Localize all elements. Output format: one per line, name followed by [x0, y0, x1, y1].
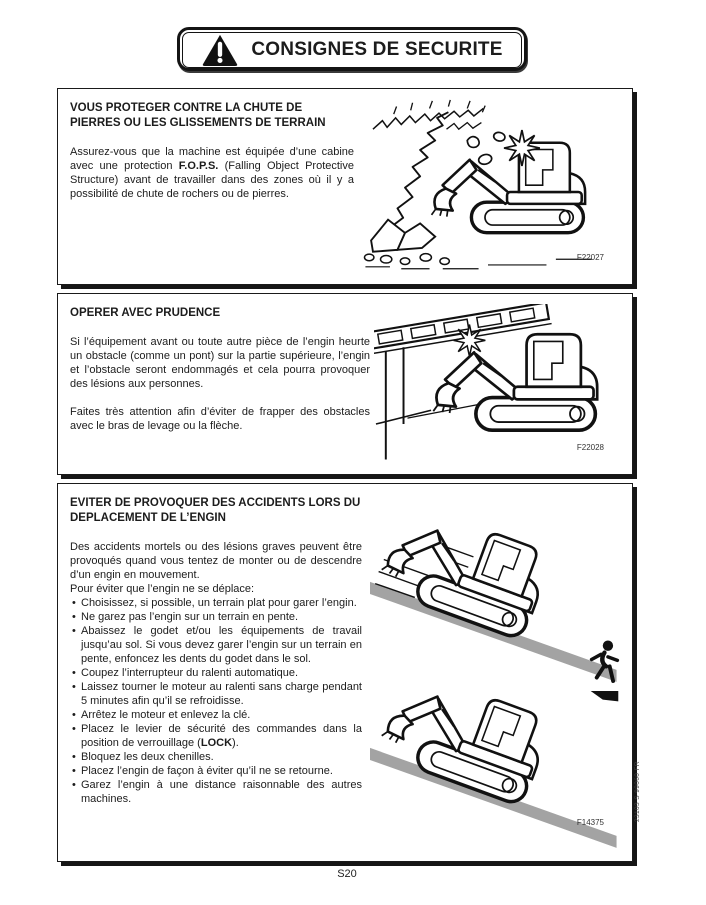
figure-label: F14375	[576, 818, 604, 827]
section-title: OPERER AVEC PRUDENCE	[70, 307, 221, 319]
excavator-cliff-illustration	[356, 99, 620, 271]
list-item: • Placez le levier de sécurité des commandes dans la position de verrouillage (LOCK).	[70, 722, 362, 750]
section-falling-rocks	[57, 88, 633, 285]
section-paragraph: Assurez-vous que la machine est équipée d’une cabine avec une protection F.O.P.S. (Falling Object Protective Structure) avant de travailler dans des zones où il y a possibilité de chute de rochers ou de pierres.	[70, 146, 354, 200]
list-item: • Laissez tourner le moteur au ralenti sans charge pendant 5 minutes afin qu’il se refroidisse.	[70, 680, 362, 708]
section-paragraph: Si l’équipement avant ou toute autre pièce de l’engin heurte un obstacle (comme un pont) sur la partie supérieure, l’engin et l’obstacle seront endommagés et cela pourra provoquer des lésions aux personnes.	[70, 336, 370, 390]
section-title: EVITER DE PROVOQUER DES ACCIDENTS LORS DU DEPLACEMENT DE L’ENGIN	[70, 497, 361, 524]
section-operate-carefully-text	[70, 304, 370, 464]
list-item: • Garez l’engin à une distance raisonnable des autres machines.	[70, 778, 362, 806]
excavator-sliding-slope-illustration	[370, 525, 620, 685]
page-title: CONSIGNES DE SECURITE	[251, 39, 503, 60]
list-item: • Coupez l’interrupteur du ralenti automatique.	[70, 666, 362, 680]
section-avoid-accidents-text	[70, 494, 362, 851]
figure-area	[362, 494, 620, 851]
page-number: S20	[337, 868, 357, 880]
safety-banner-inner	[182, 32, 522, 68]
safety-banner	[177, 27, 527, 71]
section-paragraph: Faites très attention afin d’éviter de frapper des obstacles avec le bras de levage ou la flèche.	[70, 406, 370, 432]
list-item: • Arrêtez le moteur et enlevez la clé.	[70, 708, 362, 722]
excavator-bridge-illustration	[374, 304, 620, 464]
section-operate-carefully	[57, 293, 633, 475]
section-title: VOUS PROTEGER CONTRE LA CHUTE DE PIERRES OU LES GLISSEMENTS DE TERRAIN	[70, 102, 326, 129]
figure-area	[354, 99, 620, 274]
section-falling-rocks-text	[70, 99, 354, 274]
section-avoid-accidents	[57, 483, 633, 862]
section-paragraph: Des accidents mortels ou des lésions graves peuvent être provoqués quand vous tentez de monter ou de descendre d’un engin en mouvement.	[70, 541, 362, 581]
list-item: • Bloquez les deux chenilles.	[70, 750, 362, 764]
figure-area	[370, 304, 620, 464]
print-code: 23103 S 99060 FR	[634, 761, 641, 822]
figure-label: F22027	[576, 253, 604, 262]
list-item: • Ne garez pas l’engin sur un terrain en pente.	[70, 610, 362, 624]
warning-triangle-icon	[201, 33, 239, 67]
precaution-list	[70, 596, 362, 806]
list-item: • Choisissez, si possible, un terrain plat pour garer l’engin.	[70, 596, 362, 610]
list-item: • Abaissez le godet et/ou les équipements de travail jusqu’au sol. Si vous devez garer l’engin sur un terrain en pente, enfoncez les dents du godet dans le sol.	[70, 624, 362, 666]
figure-label: F22028	[576, 443, 604, 452]
list-item: • Placez l’engin de façon à éviter qu’il ne se retourne.	[70, 764, 362, 778]
section-paragraph: Pour éviter que l’engin ne se déplace:	[70, 583, 255, 595]
